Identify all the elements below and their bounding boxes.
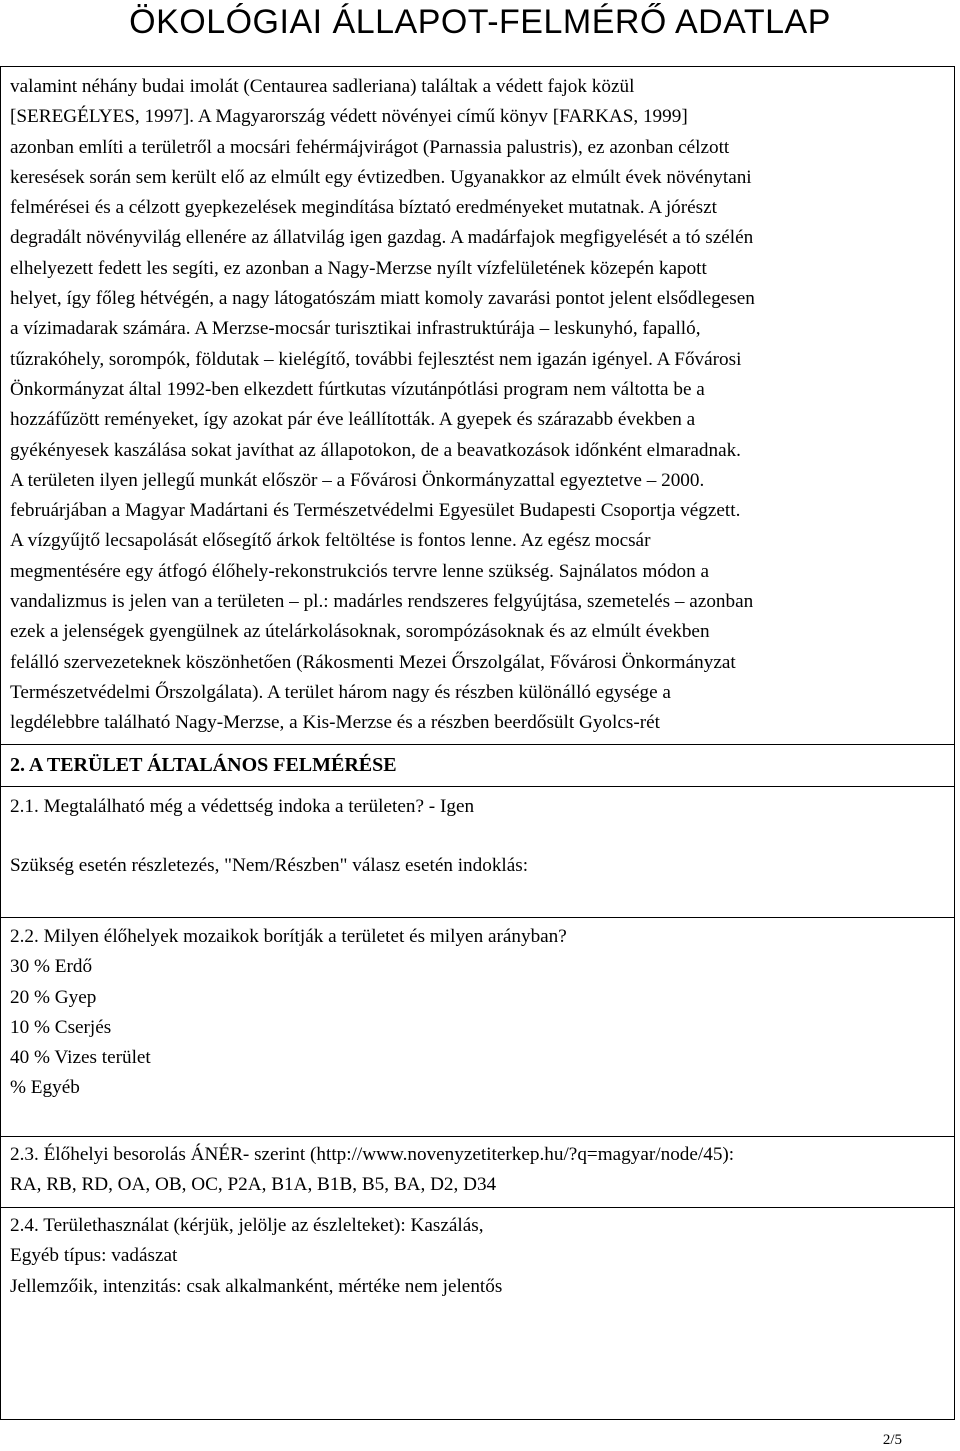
question-2-1-note: [10, 851, 948, 881]
question-2-4-cell: [1, 1208, 954, 1419]
question-2-3: [10, 1140, 948, 1201]
text-line: legdélebbre található Nagy-Merzse, a Kis-Merzse és a részben beerdősült Gyolcs-rét: [10, 712, 660, 734]
question-2-2-cell: [1, 918, 954, 1137]
text-line: februárjában a Magyar Madártani és Természetvédelmi Egyesület Budapesti Csoportja végzett.: [10, 500, 741, 522]
text-line: [SEREGÉLYES, 1997]. A Magyarország védett növényei című könyv [FARKAS, 1999]: [10, 106, 688, 128]
section-heading: 2. A TERÜLET ÁLTALÁNOS FELMÉRÉSE: [10, 754, 397, 776]
text-line: tűzrakóhely, sorompók, földutak – kielégítő, további fejlesztést nem igazán igényel. A Fővárosi: [10, 348, 742, 370]
text-line: megmentésére egy átfogó élőhely-rekonstrukciós tervre lenne szükség. Sajnálatos módon a: [10, 560, 710, 582]
text-line: keresések során sem került elő az elmúlt egy évtizedben. Ugyanakkor az elmúlt évek növénytani: [10, 166, 752, 188]
text-line: felálló szervezeteknek köszönhetően (Rákosmenti Mezei Őrszolgálat, Fővárosi Önkormányzat: [10, 651, 736, 673]
question-text: 2.1. Megtalálható még a védettség indoka a területen? - Igen: [10, 796, 475, 817]
section-heading-cell: [1, 745, 954, 787]
habitat-item: % Egyéb: [10, 1077, 80, 1099]
text-line: Önkormányzat által 1992-ben elkezdett fúrtkutas vízutánpótlási program nem váltotta be a: [10, 378, 705, 400]
text-line: helyet, így főleg hétvégén, a nagy látogatószám miatt komoly zavarási pontot jelent elsődlegesen: [10, 288, 755, 310]
intensity-text: Jellemzőik, intenzitás: csak alkalmanként, mértéke nem jelentős: [10, 1275, 503, 1297]
habitat-item: 20 % Gyep: [10, 986, 97, 1008]
question-2-4: [10, 1211, 948, 1302]
question-text: 2.2. Milyen élőhelyek mozaikok borítják a területet és milyen arányban?: [10, 926, 567, 947]
note-text: Szükség esetén részletezés, "Nem/Részben" válasz esetén indoklás:: [10, 855, 529, 876]
text-line: valamint néhány budai imolát (Centaurea sadleriana) találtak a védett fajok közül: [10, 76, 635, 97]
question-text: 2.3. Élőhelyi besorolás ÁNÉR- szerint (http://www.novenyzetiterkep.hu/?q=magyar/node/45):: [10, 1144, 735, 1165]
text-line: felmérései és a célzott gyepkezelések megindítása bíztató eredményeket mutatnak. A jórészt: [10, 197, 717, 219]
text-line: A vízgyűjtő lecsapolását elősegítő árkok feltöltése is fontos lenne. Az egész mocsár: [10, 530, 651, 552]
text-line: azonban említi a területről a mocsári fehérmájvirágot (Parnassia palustris), ez azonban célzott: [10, 136, 730, 158]
question-text: 2.4. Területhasználat (kérjük, jelölje az észlelteket): Kaszálás,: [10, 1215, 484, 1236]
form-frame: [0, 66, 955, 1420]
text-line: a vízimadarak számára. A Merzse-mocsár turisztikai infrastruktúrája – leskunyhó, fapalló,: [10, 318, 701, 340]
question-2-1: [10, 792, 948, 822]
text-line: vandalizmus is jelen van a területen – pl.: madárles rendszeres felgyújtása, szemetelés – azonban: [10, 591, 754, 613]
other-type: Egyéb típus: vadászat: [10, 1245, 178, 1267]
text-line: hozzáfűzött reményeket, így azokat pár éve leállították. A gyepek és szárazabb években a: [10, 409, 696, 431]
text-line: ezek a jelenségek gyengülnek az útelárkolásoknak, sorompózásoknak és az elmúlt években: [10, 621, 710, 643]
habitat-item: 10 % Cserjés: [10, 1016, 112, 1038]
habitat-item: 40 % Vizes terület: [10, 1047, 151, 1069]
text-line: Természetvédelmi Őrszolgálata). A terület három nagy és részben különálló egysége a: [10, 681, 671, 703]
page-number: 2/5: [882, 1432, 902, 1448]
habitat-codes: RA, RB, RD, OA, OB, OC, P2A, B1A, B1B, B5, BA, D2, D34: [10, 1174, 497, 1196]
text-line: elhelyezett fedett les segíti, ez azonban a Nagy-Merzse nyílt vízfelületének közepén kapott: [10, 257, 707, 279]
question-2-2: [10, 922, 948, 1104]
page-title: ÖKOLÓGIAI ÁLLAPOT-FELMÉRŐ ADATLAP: [129, 3, 831, 41]
text-line: A területen ilyen jellegű munkát először – a Fővárosi Önkormányzattal egyeztetve – 2000.: [10, 469, 705, 491]
text-line: degradált növényvilág ellenére az állatvilág igen gazdag. A madárfajok megfigyelését a tó szélén: [10, 227, 754, 249]
question-2-1-cell: [1, 787, 954, 918]
text-line: gyékényesek kaszálása sokat javíthat az állapotokon, de a beavatkozások időnként elmaradnak.: [10, 439, 741, 461]
intro-paragraph: [10, 72, 948, 739]
question-2-3-cell: [1, 1137, 954, 1208]
intro-cell: [1, 67, 954, 745]
habitat-item: 30 % Erdő: [10, 956, 93, 978]
